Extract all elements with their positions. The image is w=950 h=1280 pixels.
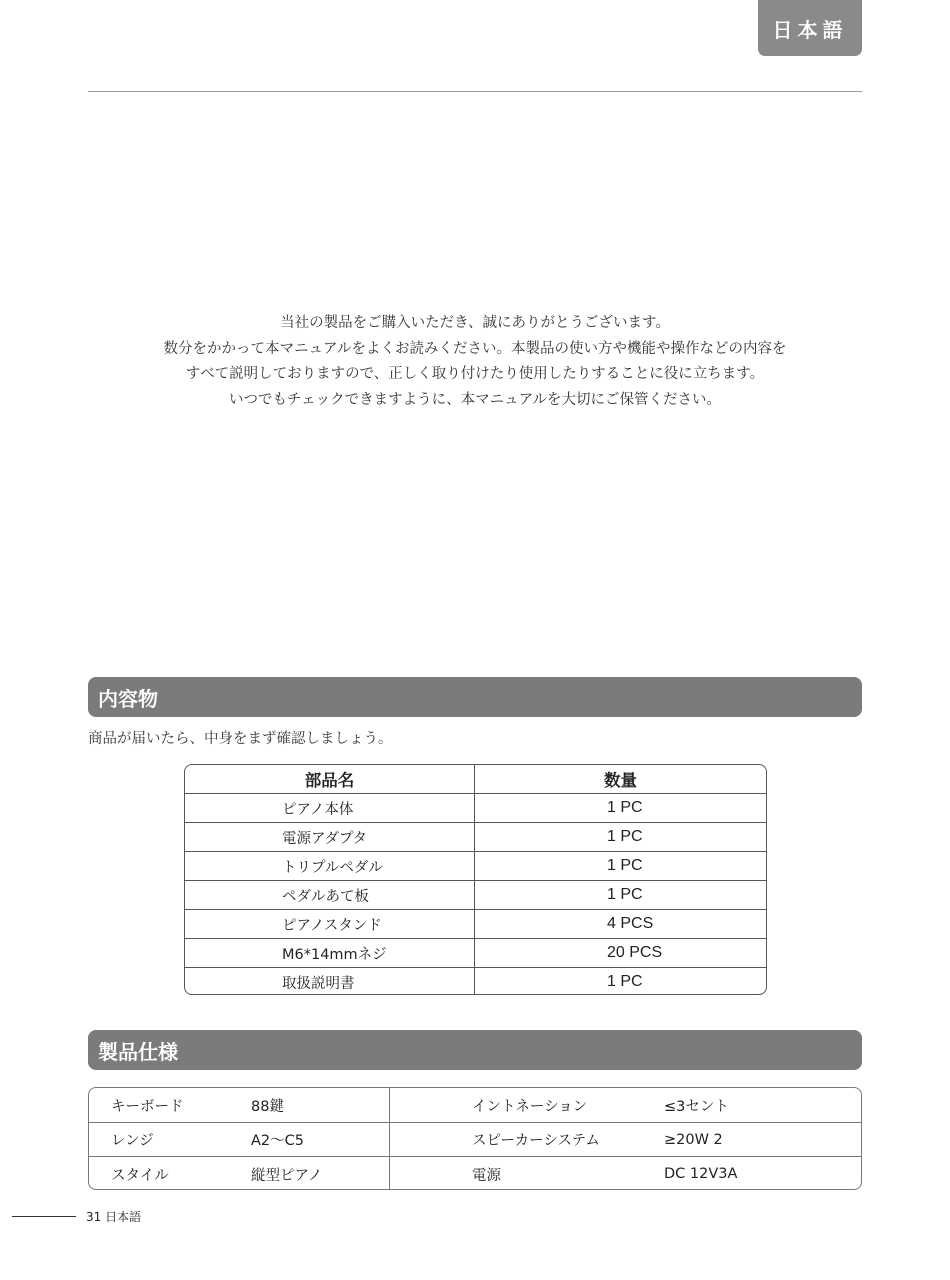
contents-table	[184, 764, 767, 995]
header-divider	[88, 91, 862, 92]
quantity-cell: 20 PCS	[607, 944, 663, 961]
part-name-cell: M6*14mmネジ	[185, 939, 475, 967]
table-header-row	[185, 765, 766, 793]
intro-paragraph	[88, 311, 862, 413]
spec-row	[89, 1156, 861, 1190]
footer-rule	[12, 1216, 76, 1217]
part-name-cell: 電源アダプタ	[185, 823, 475, 851]
table-row	[185, 938, 766, 967]
spec-row	[89, 1088, 861, 1122]
spec-left-cell	[89, 1123, 390, 1156]
intro-line: 数分をかかって本マニュアルをよくお読みください。本製品の使い方や機能や操作などの内容を	[163, 340, 787, 357]
spec-right-cell	[390, 1088, 861, 1122]
spec-row	[89, 1122, 861, 1156]
spec-label: レンジ	[111, 1133, 154, 1149]
quantity-cell: 1 PC	[607, 857, 643, 874]
spec-value: A2〜C5	[251, 1133, 304, 1149]
quantity-cell: 1 PC	[607, 828, 643, 845]
spec-value: DC 12V3A	[664, 1166, 738, 1182]
spec-value: ≥20W 2	[664, 1131, 723, 1148]
page-number: 31	[86, 1210, 102, 1224]
part-name-cell: ピアノスタンド	[185, 910, 475, 938]
spec-left-cell	[89, 1088, 390, 1122]
intro-line: すべて説明しておりますので、正しく取り付けたり使用したりすることに役に立ちます。	[185, 366, 765, 382]
table-row	[185, 967, 766, 995]
table-row	[185, 851, 766, 880]
table-row	[185, 880, 766, 909]
quantity-cell: 1 PC	[607, 799, 643, 816]
spec-label: キーボード	[111, 1098, 184, 1115]
part-name-cell: ピアノ本体	[185, 794, 475, 822]
contents-heading: 内容物	[88, 677, 862, 717]
spec-value: 88鍵	[251, 1098, 284, 1115]
table-row	[185, 909, 766, 938]
spec-value: ≤3セント	[664, 1098, 729, 1115]
spec-right-cell	[390, 1157, 861, 1190]
quantity-cell: 1 PC	[607, 973, 643, 990]
footer-label: 日本語	[105, 1210, 142, 1224]
page-footer	[86, 1208, 141, 1225]
spec-label: 電源	[472, 1167, 501, 1184]
quantity-cell: 4 PCS	[607, 915, 654, 932]
column-header-part-name: 部品名	[185, 765, 475, 793]
spec-right-cell	[390, 1123, 861, 1156]
table-row	[185, 793, 766, 822]
spec-label: スピーカーシステム	[472, 1133, 600, 1149]
specs-heading: 製品仕様	[88, 1030, 862, 1070]
spec-value: 縦型ピアノ	[251, 1167, 323, 1184]
spec-label: スタイル	[111, 1167, 169, 1184]
specs-table	[88, 1087, 862, 1190]
part-name-cell: トリプルペダル	[185, 852, 475, 880]
column-header-quantity: 数量	[604, 771, 637, 790]
spec-label: イントネーション	[472, 1098, 588, 1115]
intro-line: 当社の製品をご購入いただき、誠にありがとうございます。	[280, 315, 670, 331]
language-tab: 日本語	[758, 0, 862, 56]
part-name-cell: 取扱説明書	[185, 968, 475, 995]
intro-line: いつでもチェックできますように、本マニュアルを大切にご保管ください。	[229, 391, 721, 408]
quantity-cell: 1 PC	[607, 886, 643, 903]
contents-note: 商品が届いたら、中身をまず確認しましょう。	[88, 731, 393, 747]
table-row	[185, 822, 766, 851]
part-name-cell: ペダルあて板	[185, 881, 475, 909]
spec-left-cell	[89, 1157, 390, 1190]
